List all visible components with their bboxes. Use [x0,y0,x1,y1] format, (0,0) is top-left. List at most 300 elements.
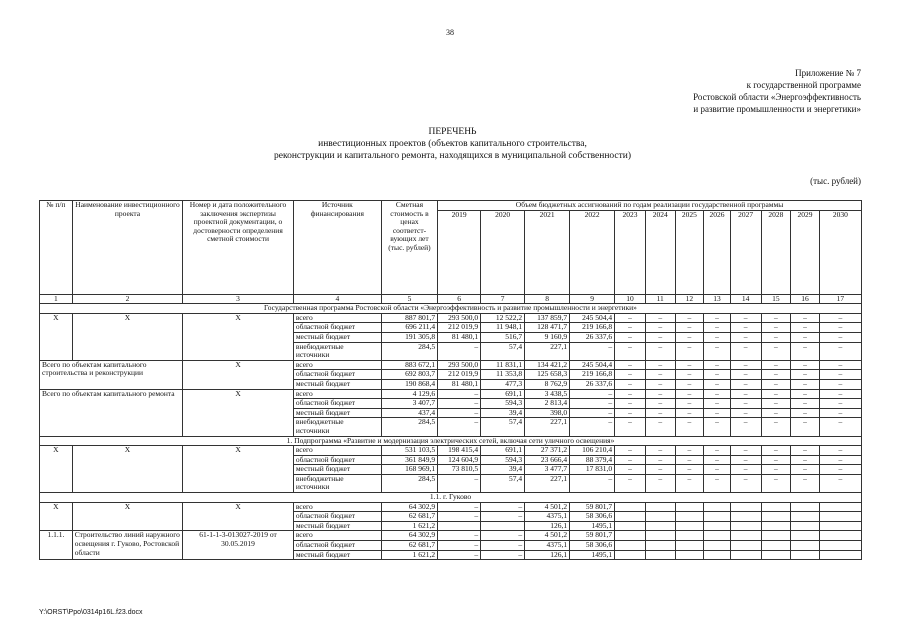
value-cell [761,512,791,522]
value-cell: 8 762,9 [525,379,570,389]
value-cell: 1 621,2 [381,550,437,560]
value-cell: – [730,332,761,342]
header-cost: Сметная стоимость в ценах соответст-вующих лет (тыс. рублей) [381,201,437,295]
section-row [40,304,862,314]
value-cell: – [675,408,704,418]
value-cell: – [761,465,791,475]
value-cell: – [819,465,861,475]
value-cell [819,531,861,541]
source-cell: местный бюджет [293,465,381,475]
value-cell: – [761,474,791,492]
header-row [40,201,862,211]
header-year: 2027 [730,210,761,294]
source-cell: всего [293,360,381,370]
value-cell: 4375,1 [525,541,570,551]
value-cell: 198 415,4 [438,446,481,456]
value-cell: 691,1 [481,446,525,456]
value-cell: – [438,342,481,360]
value-cell [791,531,820,541]
header-year: 2022 [570,210,615,294]
value-cell: – [761,342,791,360]
value-cell: 39,4 [481,408,525,418]
source-cell: всего [293,502,381,512]
value-cell: 212 019,9 [438,370,481,380]
value-cell: 293 500,0 [438,360,481,370]
value-cell: – [615,446,646,456]
value-cell [791,550,820,560]
table-row [40,502,862,512]
value-cell [704,521,731,531]
value-cell: – [570,399,615,409]
value-cell: – [675,474,704,492]
value-cell [730,550,761,560]
header-name: Наименование инвестиционного проекта [72,201,183,295]
column-number: 3 [183,294,294,304]
section-title: 1. Подпрограмма «Развитие и модернизация электрических сетей, включая сети уличного освещения» [40,436,862,446]
value-cell: 125 658,3 [525,370,570,380]
value-cell [615,502,646,512]
value-cell: – [615,342,646,360]
value-cell [819,521,861,531]
value-cell: – [730,408,761,418]
group-name-cell: Всего по объектам капитального ремонта [40,389,183,436]
header-year: 2019 [438,210,481,294]
section-row [40,493,862,503]
value-cell: 81 480,1 [438,332,481,342]
value-cell [438,521,481,531]
source-cell: всего [293,446,381,456]
value-cell: – [704,474,731,492]
value-cell: 190 868,4 [381,379,437,389]
value-cell [730,521,761,531]
value-cell: 26 337,6 [570,379,615,389]
value-cell: – [704,323,731,333]
source-cell: местный бюджет [293,379,381,389]
value-cell: – [761,332,791,342]
value-cell: – [615,399,646,409]
expertise-cell: 61-1-1-3-013027-2019 от 30.05.2019 [183,531,294,560]
value-cell: – [645,370,675,380]
value-cell: 11 353,8 [481,370,525,380]
header-year: 2026 [704,210,731,294]
value-cell: – [675,418,704,436]
value-cell: 27 371,2 [525,446,570,456]
column-number: 6 [438,294,481,304]
header-year: 2030 [819,210,861,294]
value-cell: – [761,379,791,389]
value-cell: – [819,370,861,380]
value-cell: – [730,418,761,436]
column-number: 11 [645,294,675,304]
value-cell: 594,3 [481,399,525,409]
value-cell: 11 831,1 [481,360,525,370]
value-cell: – [675,465,704,475]
value-cell: 3 477,7 [525,465,570,475]
section-title: Государственная программа Ростовской области «Энергоэффективность и развитие промышленности и энергетики» [40,304,862,314]
value-cell [791,512,820,522]
value-cell: – [730,360,761,370]
value-cell: – [819,342,861,360]
value-cell: – [675,455,704,465]
page-number: 38 [446,28,454,37]
value-cell [761,531,791,541]
value-cell: 227,1 [525,342,570,360]
value-cell: – [791,446,820,456]
value-cell: – [761,446,791,456]
value-cell: 3 407,7 [381,399,437,409]
value-cell: – [615,313,646,323]
value-cell: – [819,399,861,409]
source-cell: областной бюджет [293,323,381,333]
value-cell: 4375,1 [525,512,570,522]
value-cell: – [730,399,761,409]
header-expertise: Номер и дата положительного заключения экспертизы проектной документации, о достоверности определения сметной стоимости [183,201,294,295]
value-cell: – [438,531,481,541]
value-cell: – [704,379,731,389]
header-year: 2024 [645,210,675,294]
value-cell: 1 621,2 [381,521,437,531]
title-heading: ПЕРЕЧЕНЬ [428,127,477,137]
value-cell: 62 681,7 [381,512,437,522]
value-cell [791,521,820,531]
value-cell: 284,5 [381,418,437,436]
value-cell: – [730,389,761,399]
source-cell: областной бюджет [293,541,381,551]
source-cell: местный бюджет [293,332,381,342]
value-cell: – [645,465,675,475]
value-cell: – [730,379,761,389]
value-cell: 227,1 [525,418,570,436]
value-cell: 88 379,4 [570,455,615,465]
source-cell: областной бюджет [293,370,381,380]
value-cell: – [761,370,791,380]
value-cell: – [704,360,731,370]
appendix-line: к государственной программе [746,80,861,90]
header-no: № п/п [40,201,73,295]
value-cell: – [645,332,675,342]
value-cell: – [615,360,646,370]
table-body [40,304,862,560]
value-cell: – [615,408,646,418]
value-cell [819,550,861,560]
value-cell: – [704,342,731,360]
value-cell: – [819,379,861,389]
value-cell [730,541,761,551]
value-cell: 59 801,7 [570,502,615,512]
value-cell: 57,4 [481,474,525,492]
header-year: 2021 [525,210,570,294]
source-cell: областной бюджет [293,512,381,522]
title-line: реконструкции и капитального ремонта, находящихся в муниципальной собственности) [273,151,632,161]
value-cell: – [791,455,820,465]
value-cell: – [791,332,820,342]
value-cell: 59 801,7 [570,531,615,541]
project-name-cell: Х [72,502,183,531]
appendix-line: и развитие промышленности и энергетики» [693,104,861,114]
value-cell: 437,4 [381,408,437,418]
value-cell: – [481,512,525,522]
document-title [0,126,905,162]
units-label: (тыс. рублей) [810,176,861,186]
value-cell: – [645,399,675,409]
value-cell: 134 421,2 [525,360,570,370]
value-cell: – [570,389,615,399]
column-number: 17 [819,294,861,304]
investment-projects-table [39,200,862,560]
value-cell: – [791,313,820,323]
value-cell: – [645,446,675,456]
project-name-cell: Х [72,313,183,360]
value-cell: 126,1 [525,550,570,560]
value-cell: 124 604,9 [438,455,481,465]
value-cell: – [438,418,481,436]
value-cell: 81 480,1 [438,379,481,389]
project-name-cell: Строительство линий наружного освещения г. Гуково, Ростовской области [72,531,183,560]
column-number: 12 [675,294,704,304]
value-cell [645,502,675,512]
value-cell: 245 504,4 [570,360,615,370]
header-volume: Объем бюджетных ассигнований по годам реализации государственной программы [438,201,862,211]
value-cell: – [819,389,861,399]
value-cell: – [645,313,675,323]
value-cell: 64 302,9 [381,502,437,512]
value-cell: – [675,389,704,399]
value-cell [761,550,791,560]
value-cell: 11 948,1 [481,323,525,333]
value-cell: 168 969,1 [381,465,437,475]
header-year: 2023 [615,210,646,294]
value-cell: – [791,379,820,389]
value-cell: – [704,418,731,436]
value-cell: – [791,323,820,333]
value-cell: 212 019,9 [438,323,481,333]
value-cell: – [704,332,731,342]
value-cell: – [819,332,861,342]
value-cell: 57,4 [481,342,525,360]
table-row [40,446,862,456]
value-cell: – [481,502,525,512]
value-cell: 73 810,5 [438,465,481,475]
value-cell: – [791,389,820,399]
value-cell [645,531,675,541]
value-cell: – [730,446,761,456]
value-cell: – [819,455,861,465]
value-cell: – [791,408,820,418]
column-number: 16 [791,294,820,304]
value-cell: – [570,342,615,360]
value-cell: – [615,389,646,399]
value-cell: 9 160,9 [525,332,570,342]
value-cell: – [761,455,791,465]
value-cell: 696 211,4 [381,323,437,333]
header-year: 2020 [481,210,525,294]
expertise-cell: Х [183,446,294,493]
value-cell [730,512,761,522]
value-cell [645,541,675,551]
value-cell: – [819,408,861,418]
value-cell: – [761,323,791,333]
value-cell: – [761,313,791,323]
value-cell: – [704,370,731,380]
value-cell [704,531,731,541]
value-cell: 137 859,7 [525,313,570,323]
value-cell [645,512,675,522]
title-line: инвестиционных проектов (объектов капитального строительства, [318,139,587,149]
value-cell: – [438,474,481,492]
value-cell: – [819,474,861,492]
file-path-footer: Y:\ORST\Ppo\0314p16L.f23.docx [39,609,143,616]
section-title: 1.1. г. Гуково [40,493,862,503]
value-cell: – [570,474,615,492]
value-cell: – [615,455,646,465]
project-name-cell: Х [72,446,183,493]
value-cell: – [481,550,525,560]
value-cell: – [730,465,761,475]
row-number-cell: Х [40,502,73,531]
value-cell: 1495,1 [570,521,615,531]
value-cell: 692 803,7 [381,370,437,380]
value-cell: 23 666,4 [525,455,570,465]
value-cell: – [438,541,481,551]
value-cell: 4 501,2 [525,502,570,512]
value-cell [675,550,704,560]
source-cell: местный бюджет [293,521,381,531]
value-cell [819,502,861,512]
appendix-line: Приложение № 7 [795,68,861,78]
column-number: 5 [381,294,437,304]
expertise-cell: Х [183,389,294,436]
value-cell: – [645,360,675,370]
value-cell: – [704,389,731,399]
value-cell: 531 103,5 [381,446,437,456]
value-cell: – [761,399,791,409]
value-cell [675,512,704,522]
value-cell: – [675,379,704,389]
value-cell: 883 672,1 [381,360,437,370]
value-cell: – [615,418,646,436]
value-cell: – [730,474,761,492]
value-cell: – [704,446,731,456]
column-number: 10 [615,294,646,304]
value-cell: – [791,474,820,492]
value-cell: 26 337,6 [570,332,615,342]
value-cell: – [675,399,704,409]
value-cell: – [761,360,791,370]
value-cell [704,541,731,551]
value-cell [645,550,675,560]
value-cell: – [791,465,820,475]
expertise-cell: Х [183,313,294,360]
value-cell: 477,3 [481,379,525,389]
value-cell [645,521,675,531]
value-cell: – [570,408,615,418]
value-cell: – [438,408,481,418]
value-cell: – [645,418,675,436]
value-cell: – [438,512,481,522]
value-cell: – [791,399,820,409]
value-cell: 3 438,5 [525,389,570,399]
value-cell [730,502,761,512]
value-cell: – [730,370,761,380]
value-cell: 58 306,6 [570,541,615,551]
value-cell: – [819,418,861,436]
value-cell: 245 504,4 [570,313,615,323]
value-cell: 128 471,7 [525,323,570,333]
row-number-cell: Х [40,313,73,360]
value-cell: 62 681,7 [381,541,437,551]
value-cell: 64 302,9 [381,531,437,541]
value-cell: – [791,418,820,436]
value-cell: – [675,370,704,380]
value-cell: – [675,313,704,323]
section-row [40,436,862,446]
value-cell: – [675,342,704,360]
source-cell: всего [293,313,381,323]
value-cell: – [645,342,675,360]
expertise-cell: Х [183,360,294,389]
value-cell: 398,0 [525,408,570,418]
column-numbers-row [40,294,862,304]
value-cell [615,521,646,531]
value-cell [819,512,861,522]
value-cell: – [704,313,731,323]
value-cell: 17 831,0 [570,465,615,475]
row-number-cell: 1.1.1. [40,531,73,560]
group-name-cell: Всего по объектам капитального строительства и реконструкции [40,360,183,389]
column-number: 4 [293,294,381,304]
value-cell [791,541,820,551]
value-cell: – [615,379,646,389]
value-cell: – [645,408,675,418]
column-number: 15 [761,294,791,304]
value-cell [615,550,646,560]
value-cell: – [570,418,615,436]
source-cell: внебюджетные источники [293,342,381,360]
value-cell: 284,5 [381,342,437,360]
value-cell [675,541,704,551]
value-cell [761,521,791,531]
value-cell: – [438,399,481,409]
column-number: 8 [525,294,570,304]
value-cell [675,521,704,531]
value-cell: – [645,379,675,389]
table-row [40,360,862,370]
value-cell: – [730,455,761,465]
value-cell: – [819,360,861,370]
header-year: 2028 [761,210,791,294]
value-cell: – [438,550,481,560]
source-cell: внебюджетные источники [293,418,381,436]
value-cell [675,531,704,541]
value-cell: 516,7 [481,332,525,342]
value-cell: 594,3 [481,455,525,465]
column-number: 13 [704,294,731,304]
value-cell [675,502,704,512]
value-cell [704,512,731,522]
value-cell: – [675,332,704,342]
value-cell [761,541,791,551]
value-cell: – [761,418,791,436]
appendix-line: Ростовской области «Энергоэффективность [693,92,861,102]
value-cell [615,512,646,522]
value-cell: – [819,313,861,323]
value-cell: – [645,455,675,465]
value-cell: 293 500,0 [438,313,481,323]
column-number: 1 [40,294,73,304]
value-cell [791,502,820,512]
value-cell: – [615,370,646,380]
source-cell: внебюджетные источники [293,474,381,492]
